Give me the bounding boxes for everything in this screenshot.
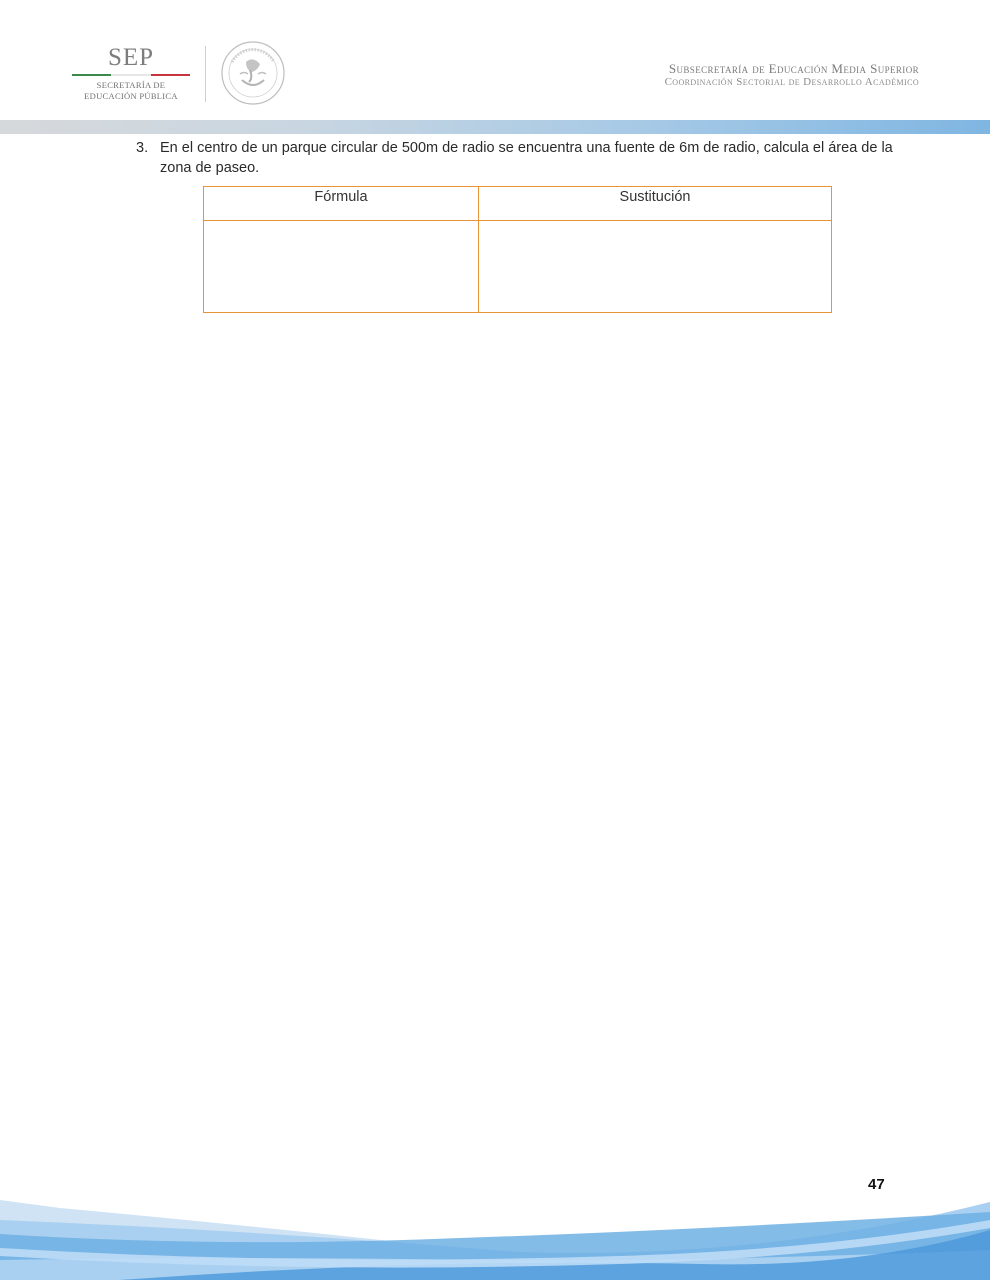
footer-waves xyxy=(0,1190,990,1280)
coordinacion-title: Coordinación Sectorial de Desarrollo Académico xyxy=(664,76,919,88)
flag-stripe-white xyxy=(111,74,150,76)
table-header-row xyxy=(204,187,832,221)
sep-logo-subtitle-1: SECRETARÍA DE xyxy=(96,80,166,90)
table-answer-row xyxy=(204,221,832,313)
flag-stripe xyxy=(72,74,190,76)
page-number: 47 xyxy=(868,1176,885,1193)
sep-logo xyxy=(70,44,192,102)
answer-table xyxy=(203,186,832,313)
subsecretaria-title: Subsecretaría de Educación Media Superior xyxy=(668,61,919,76)
flag-stripe-green xyxy=(72,74,111,76)
flag-stripe-red xyxy=(151,74,190,76)
sep-logo-title: SEP xyxy=(107,44,155,71)
question-3 xyxy=(136,138,896,178)
question-number: 3. xyxy=(136,140,149,156)
sustitucion-answer-cell[interactable] xyxy=(479,221,832,313)
question-text: En el centro de un parque circular de 500m de radio se encuentra una fuente de 6m de radio, calcula el área de la zona de paseo. xyxy=(160,140,893,176)
header-band xyxy=(0,120,990,134)
national-seal-icon xyxy=(220,40,286,106)
organization-block xyxy=(665,62,919,89)
logo-divider xyxy=(205,46,206,102)
formula-answer-cell[interactable] xyxy=(204,221,479,313)
page-header xyxy=(0,0,990,120)
sep-logo-subtitle-2: EDUCACIÓN PÚBLICA xyxy=(84,91,178,101)
formula-header: Fórmula xyxy=(204,187,479,221)
sustitucion-header: Sustitución xyxy=(479,187,832,221)
question-block xyxy=(136,138,896,178)
